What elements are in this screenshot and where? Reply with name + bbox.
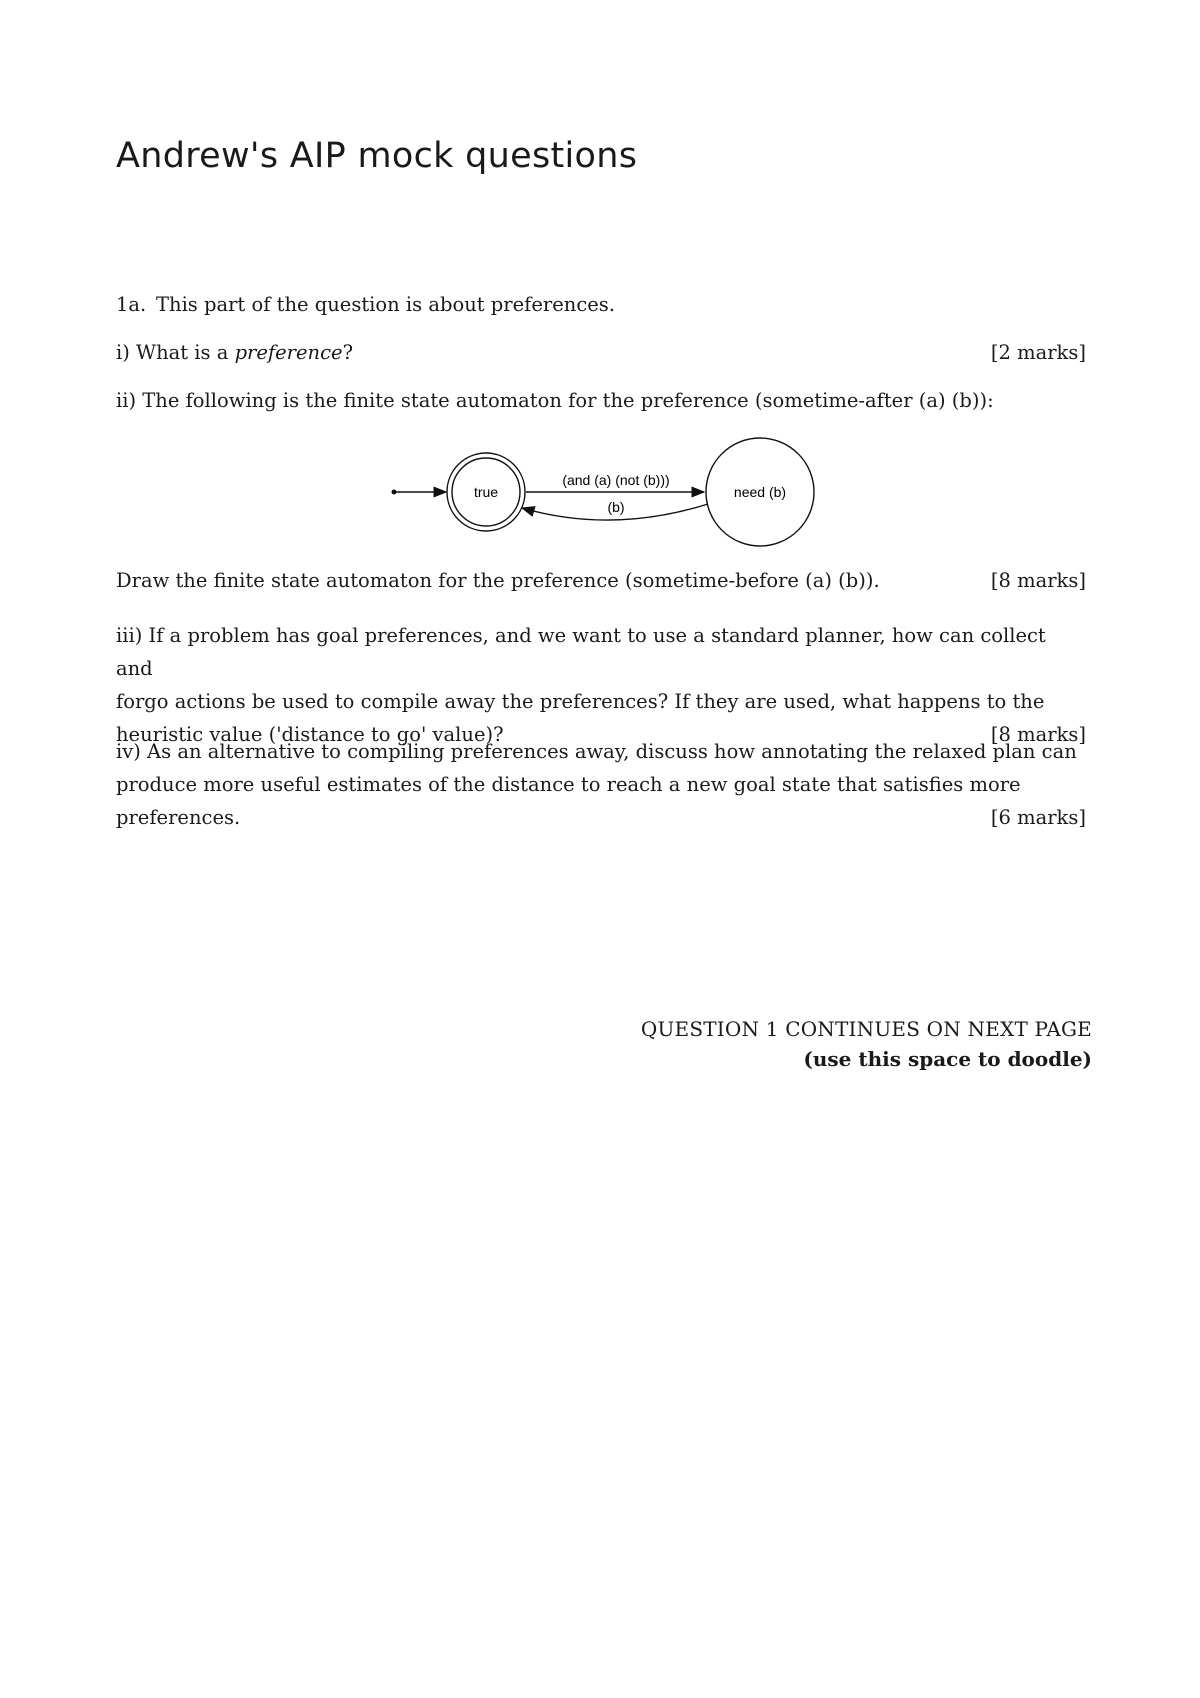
q1a-iii-line2: forgo actions be used to compile away the preferences? If they are used, what happens to the (116, 690, 1045, 713)
q1a-iii-line1: iii) If a problem has goal preferences, and we want to use a standard planner, how can collect and (116, 624, 1046, 680)
q1a-i-prefix: i) What is a (116, 341, 235, 364)
continues-notice: QUESTION 1 CONTINUES ON NEXT PAGE (640, 1017, 1092, 1041)
q1a-i-term: preference (234, 341, 343, 364)
q1a-iv-line3: preferences. (116, 806, 241, 829)
q1a-ii-draw-text: Draw the finite state automaton for the preference (sometime-before (a) (b)). (116, 569, 880, 592)
q1a-intro-text: This part of the question is about preferences. (156, 293, 615, 316)
automaton-diagram (380, 430, 830, 555)
state-need-label: need (b) (733, 484, 787, 500)
edge-back-label: (b) (607, 499, 625, 515)
page-footer (641, 1014, 1092, 1074)
q1a-i (116, 336, 1086, 369)
q1a-iv-line1: iv) As an alternative to compiling preferences away, discuss how annotating the relaxed plan can (116, 740, 1077, 763)
q1a-iv-line2: produce more useful estimates of the distance to reach a new goal state that satisfies more (116, 773, 1021, 796)
doodle-note: (use this space to doodle) (803, 1047, 1092, 1071)
page-title: Andrew's AIP mock questions (116, 136, 638, 176)
q1a-i-suffix: ? (342, 341, 354, 364)
marks-label: [8 marks] (990, 723, 1086, 746)
q1a-iii (116, 619, 1086, 751)
marks-label: [8 marks] (990, 569, 1086, 592)
q1a-intro (116, 288, 1086, 321)
state-true-label: true (473, 484, 499, 500)
marks-label: [6 marks] (990, 806, 1086, 829)
marks-label: [2 marks] (990, 341, 1086, 364)
q1a-iv (116, 735, 1086, 834)
q1a-iii-line3: heuristic value ('distance to go' value)? (116, 723, 504, 746)
edge-forward-label: (and (a) (not (b))) (562, 472, 670, 488)
question-number: 1a. (116, 293, 147, 316)
q1a-ii-text: ii) The following is the finite state automaton for the preference (sometime-after (a) (b)): (116, 389, 994, 412)
q1a-ii-draw (116, 564, 1086, 597)
